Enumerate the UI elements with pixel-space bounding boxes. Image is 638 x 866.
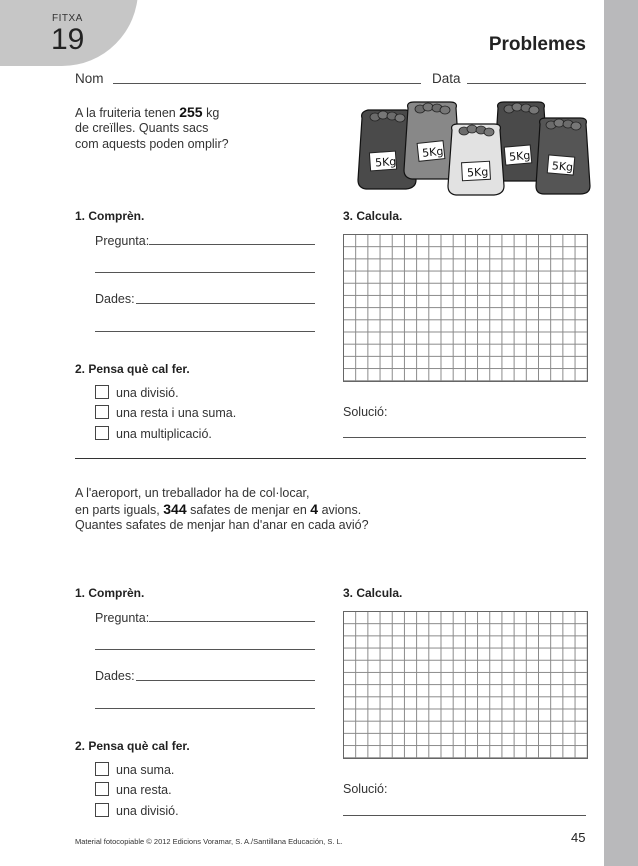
problem2-line-1: A l'aeroport, un treballador ha de col·locar, — [75, 486, 310, 500]
problem1-option-3-label: una multiplicació. — [116, 427, 212, 441]
problem1-step1-heading: 1. Comprèn. — [75, 209, 145, 223]
problem2-line-3: Quantes safates de menjar han d'anar en cada avió? — [75, 518, 369, 532]
date-field[interactable] — [467, 83, 586, 84]
sack-5 — [536, 118, 590, 194]
problem1-question-field-2[interactable] — [95, 272, 315, 273]
sack-3 — [448, 124, 504, 195]
problem1-option-1-label: una divisió. — [116, 386, 179, 400]
problem1-question-label: Pregunta: — [95, 234, 150, 248]
potato-sacks-illustration — [350, 100, 596, 196]
problem1-data-field-1[interactable] — [136, 303, 315, 304]
sack-label-2: 5Kg — [421, 144, 444, 160]
problem1-solution-label: Solució: — [343, 405, 388, 419]
page-edge-bar — [604, 0, 638, 866]
problem1-data-field-2[interactable] — [95, 331, 315, 332]
problem1-option-3-checkbox[interactable] — [95, 426, 109, 440]
date-label: Data — [432, 71, 461, 86]
name-field[interactable] — [113, 83, 421, 84]
problem1-calculation-grid[interactable] — [343, 234, 588, 382]
fitxa-number: 19 — [51, 23, 85, 56]
name-label: Nom — [75, 71, 104, 86]
problem2-data-field-2[interactable] — [95, 708, 315, 709]
problem2-data-field-1[interactable] — [136, 680, 315, 681]
sack-label-4: 5Kg — [508, 148, 531, 164]
problem1-question-field-1[interactable] — [149, 244, 315, 245]
problem1-line-3: com aquests poden omplir? — [75, 137, 229, 151]
sack-label-3: 5Kg — [466, 165, 489, 180]
problem2-step2-heading: 2. Pensa què cal fer. — [75, 739, 190, 753]
problem1-step2-heading: 2. Pensa què cal fer. — [75, 362, 190, 376]
problem2-calculation-grid[interactable] — [343, 611, 588, 759]
sack-label-1: 5Kg — [374, 155, 397, 170]
problem1-option-2-label: una resta i una suma. — [116, 406, 237, 420]
problem1-option-2-checkbox[interactable] — [95, 405, 109, 419]
problem2-question-field-1[interactable] — [149, 621, 315, 622]
problem1-line-2: de creïlles. Quants sacs — [75, 121, 209, 135]
problem2-option-3-checkbox[interactable] — [95, 803, 109, 817]
problem2-solution-field[interactable] — [343, 815, 586, 816]
problem2-option-1-checkbox[interactable] — [95, 762, 109, 776]
problem1-data-label: Dades: — [95, 292, 135, 306]
problem2-line-2: en parts iguals, 344 safates de menjar en 4 avions. — [75, 501, 362, 517]
problem-separator — [75, 458, 586, 459]
page-number: 45 — [571, 830, 586, 845]
problem2-option-2-label: una resta. — [116, 783, 172, 797]
problem2-step3-heading: 3. Calcula. — [343, 586, 403, 600]
problem2-option-2-checkbox[interactable] — [95, 782, 109, 796]
copyright-notice: Material fotocopiable © 2012 Edicions Voramar, S. A./Santillana Educación, S. L. — [75, 837, 343, 846]
page-title: Problemes — [488, 34, 586, 55]
problem2-option-1-label: una suma. — [116, 763, 175, 777]
fitxa-label: FITXA — [52, 13, 83, 24]
problem2-question-label: Pregunta: — [95, 611, 150, 625]
problem1-step3-heading: 3. Calcula. — [343, 209, 403, 223]
problem2-solution-label: Solució: — [343, 782, 388, 796]
problem2-question-field-2[interactable] — [95, 649, 315, 650]
problem1-solution-field[interactable] — [343, 437, 586, 438]
problem1-option-1-checkbox[interactable] — [95, 385, 109, 399]
problem2-step1-heading: 1. Comprèn. — [75, 586, 145, 600]
problem1-line-1: A la fruiteria tenen 255 kg — [75, 104, 220, 120]
problem2-option-3-label: una divisió. — [116, 804, 179, 818]
problem2-data-label: Dades: — [95, 669, 135, 683]
sack-label-5: 5Kg — [551, 159, 574, 175]
